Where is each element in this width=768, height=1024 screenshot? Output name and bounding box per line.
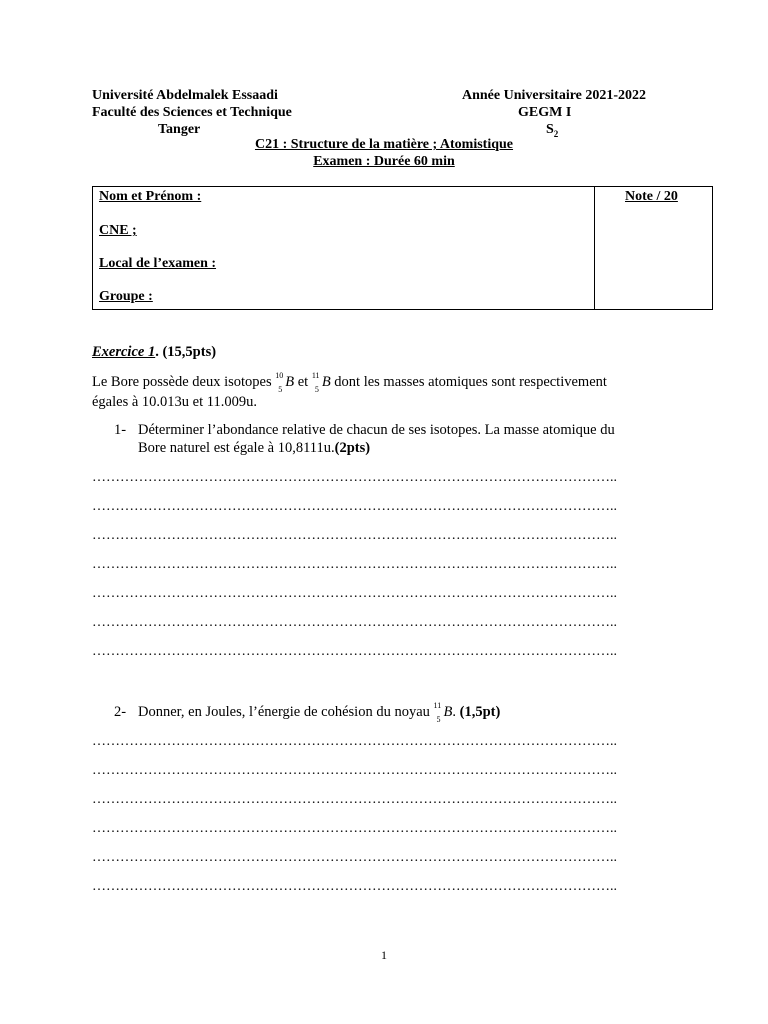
group-label: Groupe : — [99, 289, 153, 304]
answer-line[interactable]: ………………………………………………………………………………………………….. — [92, 470, 617, 485]
exercise-intro-line2: égales à 10.013u et 11.009u. — [92, 394, 257, 410]
answer-line[interactable]: ………………………………………………………………………………………………….. — [92, 879, 617, 894]
faculty-name: Faculté des Sciences et Technique — [92, 105, 292, 120]
identification-box — [92, 186, 713, 310]
grade-label: Note / 20 — [625, 189, 678, 204]
university-name: Université Abdelmalek Essaadi — [92, 88, 278, 103]
answer-line[interactable]: ………………………………………………………………………………………………….. — [92, 499, 617, 514]
isotope-b11-q2: 11 5 B — [433, 701, 453, 724]
name-label: Nom et Prénom : — [99, 189, 202, 204]
exam-title: Examen : Durée 60 min — [313, 154, 455, 169]
room-label: Local de l’examen : — [99, 256, 217, 271]
city-name: Tanger — [158, 122, 201, 137]
answer-line[interactable]: ………………………………………………………………………………………………….. — [92, 615, 617, 630]
question-1-number: 1- — [114, 422, 127, 438]
question-1-line1: Déterminer l’abondance relative de chacun de ses isotopes. La masse atomique du — [138, 422, 615, 438]
course-title: C21 : Structure de la matière ; Atomistique — [254, 137, 514, 152]
academic-year: Année Universitaire 2021-2022 — [462, 88, 647, 103]
answer-line[interactable]: ………………………………………………………………………………………………….. — [92, 528, 617, 543]
answer-line[interactable]: ………………………………………………………………………………………………….. — [92, 821, 617, 836]
page-number: 1 — [381, 948, 387, 962]
exercise-title: Exercice 1. (15,5pts) — [92, 344, 217, 360]
answer-line[interactable]: ………………………………………………………………………………………………….. — [92, 557, 617, 572]
program-name: GEGM I — [518, 105, 572, 120]
answer-line[interactable]: ………………………………………………………………………………………………….. — [92, 734, 617, 749]
answer-line[interactable]: ………………………………………………………………………………………………….. — [92, 644, 617, 659]
question-1-line2: Bore naturel est égale à 10,8111u.(2pts) — [138, 440, 371, 456]
isotope-b10: 10 5 B — [275, 371, 295, 394]
exercise-intro: Le Bore possède deux isotopes 10 5 B et 11 5 B dont les masses atomiques sont respectivement — [92, 371, 607, 394]
answer-line[interactable]: ………………………………………………………………………………………………….. — [92, 763, 617, 778]
answer-line[interactable]: ………………………………………………………………………………………………….. — [92, 850, 617, 865]
question-2-number: 2- — [114, 704, 127, 720]
cne-label: CNE ; — [99, 223, 137, 238]
answer-line[interactable]: ………………………………………………………………………………………………….. — [92, 586, 617, 601]
semester: $S_2$ — [546, 122, 559, 139]
question-2-text: Donner, en Joules, l’énergie de cohésion du noyau 11 5 B. (1,5pt) — [138, 701, 501, 724]
answer-line[interactable]: ………………………………………………………………………………………………….. — [92, 792, 617, 807]
box-divider — [594, 187, 595, 309]
isotope-b11: 11 5 B — [311, 371, 331, 394]
